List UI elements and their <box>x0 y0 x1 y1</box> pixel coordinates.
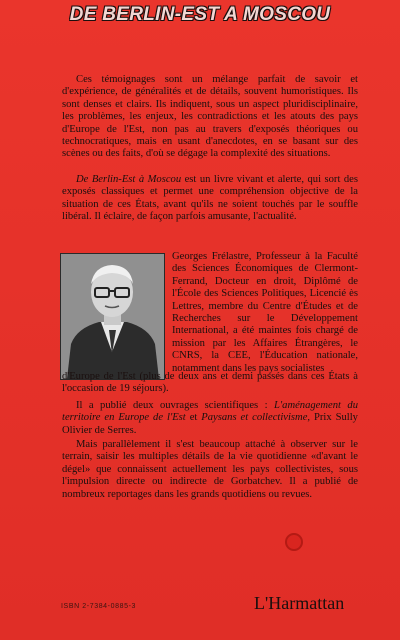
publisher-name: L'Harmattan <box>254 593 345 613</box>
description-text: est un livre vivant et alerte, qui sort des exposés classiques et permet une compréhension objective de la situation de ces États, avant qu'ils ne soient touchés par le souffle libéral. Il éclaire, de façon parfois amusante, l'actualité. <box>62 174 358 223</box>
book-title: DE BERLIN-EST A MOSCOU <box>69 4 331 25</box>
publication-title-1: L'aménagement du territoire en Europe de l'Est <box>62 400 358 424</box>
seal-icon <box>285 533 303 551</box>
publications-intro: Il a publié deux ouvrages scientifiques : <box>76 400 274 411</box>
publications-conjunction: et <box>185 412 202 424</box>
author-bio: Georges Frélastre, Professeur à la Faculté des Sciences Économiques de Clermont-Ferrand, Docteur en droit, Diplômé de l'École des Sciences Politiques, Licencié ès Lettres, membre du Centre d'Études et de Recherches sur le Développement International, a été maintes fois chargé de mission par les Affaires Étrangères, le CNRS, la CEE, l'Éducation nationale, notamment dans les pays socialistes <box>172 251 358 374</box>
summary-paragraph: Ces témoignages sont un mélange parfait de savoir et d'expérience, de généralités et de détails, souvent humoristiques. Ils sont denses et clairs. Ils indiquent, sous un aspect pluridisciplinaire, les problèmes, les enjeux, les contradictions et les atouts des pays d'Europe de l'Est, non pas au travers d'exposés théoriques ou technocratiques, mais en usant d'anecdotes, en se basant sur des scènes ou des faits, d'où se dégage la complexité des situations. <box>62 74 358 160</box>
description-paragraph <box>62 174 358 224</box>
author-portrait-icon <box>61 254 164 379</box>
author-photo <box>60 253 165 380</box>
reportage-paragraph: Mais parallèlement il s'est beaucoup attaché à observer sur le terrain, saisir les multiples détails de la vie quotidienne «d'avant le dégel» que connaissent actuellement les pays collectivistes, sous l'impulsion directe ou indirecte de Gorbatchev. Il a publié de nombreux reportages dans les grands quotidiens ou revues. <box>62 439 358 500</box>
author-bio-continued: d'Europe de l'Est (plus de deux ans et demi passés dans ces États à l'occasion de 19 séjours). <box>62 371 358 395</box>
publications-prize: , Prix Sully Olivier de Serres. <box>62 412 358 436</box>
publication-title-2: Paysans et collectivisme <box>201 412 308 424</box>
isbn: ISBN 2-7384-0885-3 <box>61 603 137 610</box>
book-title-italic: De Berlin-Est à Moscou <box>76 174 182 185</box>
publications-paragraph <box>62 400 358 437</box>
